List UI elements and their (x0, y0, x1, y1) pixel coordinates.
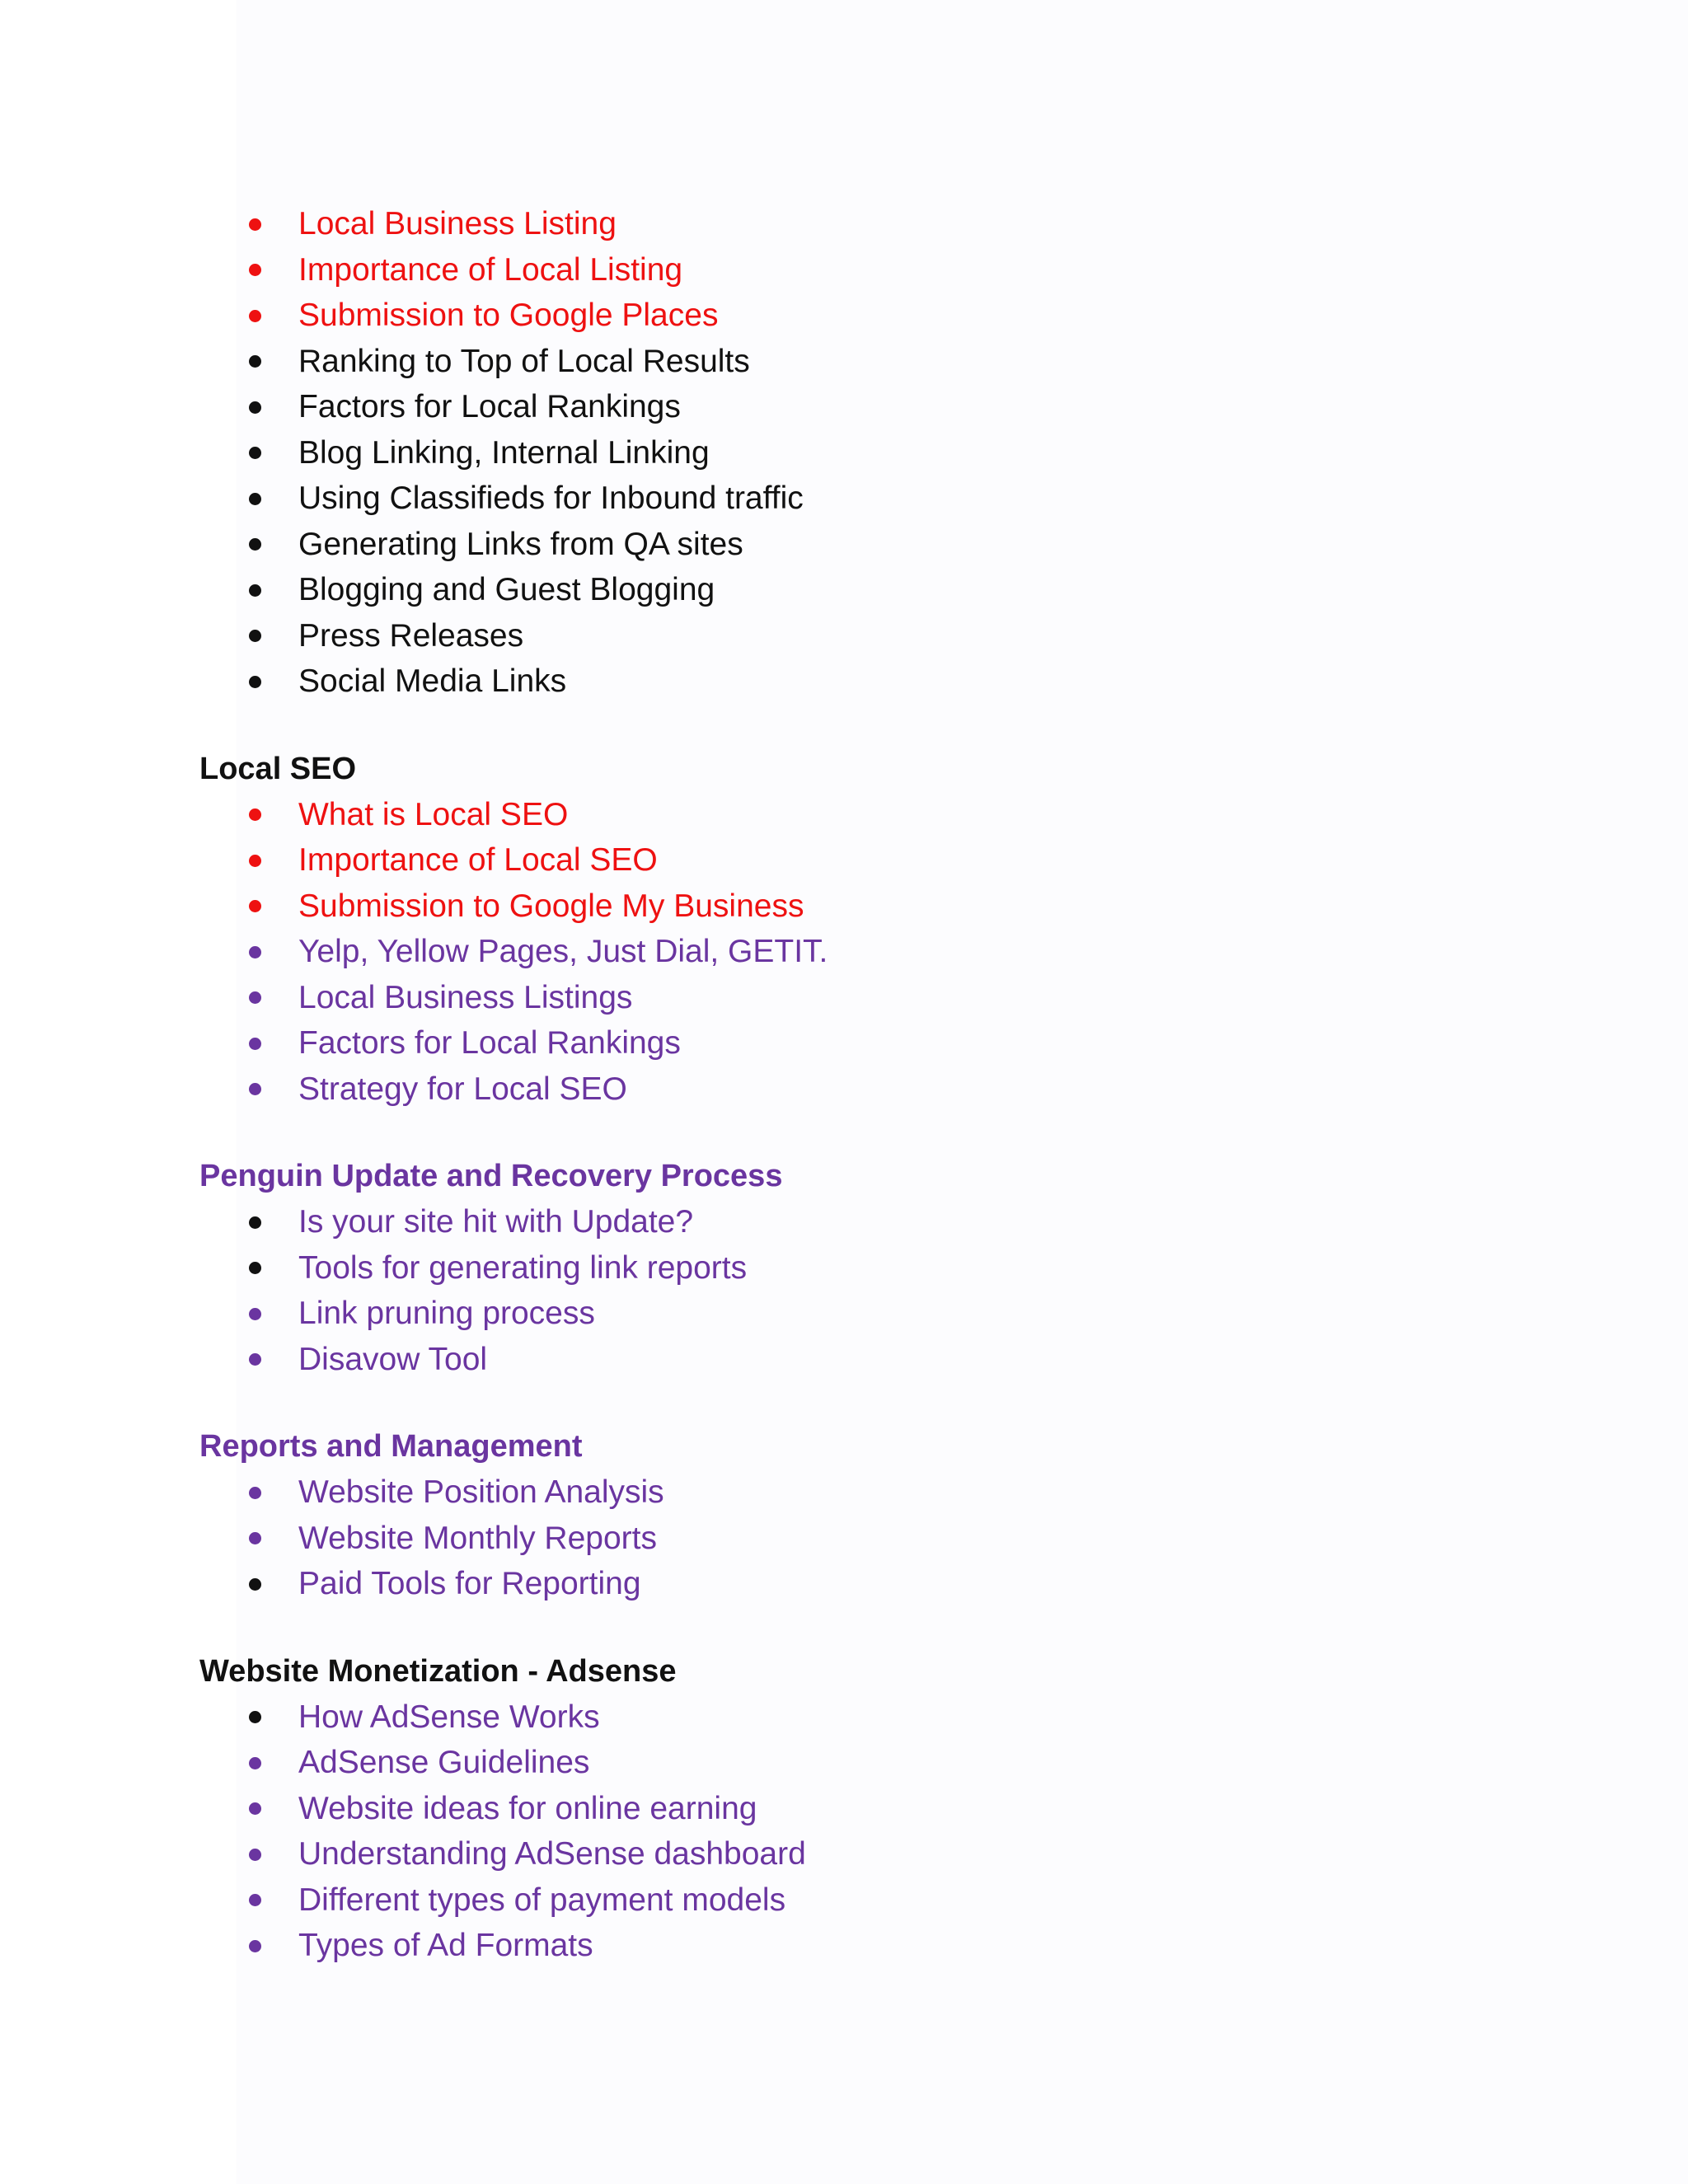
section-spacer (199, 705, 1436, 746)
bullet-icon (249, 1487, 261, 1499)
list-item (199, 293, 1436, 339)
list-item-text: Factors for Local Rankings (298, 389, 681, 424)
list-item-text: Local Business Listing (298, 206, 617, 241)
section-heading-website-monetization: Website Monetization - Adsense (199, 1653, 677, 1689)
list-item (199, 975, 1436, 1021)
list-item-text: Disavow Tool (298, 1341, 488, 1377)
list-item-text: Blog Linking, Internal Linking (298, 434, 710, 471)
list-item-text: Link pruning process (298, 1296, 595, 1331)
list-item (199, 1561, 1436, 1607)
section-heading-reports-management: Reports and Management (199, 1429, 583, 1464)
list-item-text: Importance of Local SEO (298, 842, 658, 878)
bullet-icon (249, 493, 261, 505)
list-item (199, 792, 1436, 838)
bullet-icon (249, 1578, 261, 1591)
bullet-icon (249, 1353, 261, 1366)
bullet-icon (249, 1308, 261, 1320)
list-item (199, 1245, 1436, 1291)
list-item-text: Tools for generating link reports (298, 1249, 748, 1286)
list-item-text: Social Media Links (298, 663, 567, 699)
bullet-icon (249, 1802, 261, 1815)
bullet-icon (249, 630, 261, 642)
list-item (199, 247, 1436, 293)
bullet-icon (249, 1038, 261, 1050)
list-item-text: Local Business Listings (298, 979, 633, 1015)
list-item (199, 339, 1436, 385)
list-item (199, 658, 1436, 705)
bullet-icon (249, 1711, 261, 1723)
bullet-icon (249, 310, 261, 322)
list-item-text: Factors for Local Rankings (298, 1025, 681, 1061)
list-item (199, 1740, 1436, 1786)
list-item-text: Submission to Google Places (298, 298, 719, 333)
section-list-website-monetization (199, 1694, 1436, 1969)
list-item (199, 1923, 1436, 1969)
bullet-icon (249, 1216, 261, 1229)
list-item-text: Strategy for Local SEO (298, 1071, 627, 1107)
bullet-icon (249, 1940, 261, 1952)
list-item (199, 201, 1436, 247)
list-item-text: Website Monthly Reports (298, 1520, 657, 1556)
list-item-text: Yelp, Yellow Pages, Just Dial, GETIT. (298, 934, 828, 969)
bullet-icon (249, 264, 261, 276)
list-item (199, 883, 1436, 930)
list-item (199, 476, 1436, 522)
list-item-text: Blogging and Guest Blogging (298, 572, 715, 607)
list-item-text: Website Position Analysis (298, 1474, 664, 1510)
list-item-text: AdSense Guidelines (298, 1745, 590, 1780)
list-item (199, 1291, 1436, 1337)
list-item (199, 430, 1436, 476)
list-item-text: Using Classifieds for Inbound traffic (298, 480, 804, 516)
bullet-icon (249, 401, 261, 414)
section-heading-penguin-update: Penguin Update and Recovery Process (199, 1159, 783, 1193)
section-list-penguin-update (199, 1199, 1436, 1382)
bullet-icon (249, 991, 261, 1004)
list-item-text: Press Releases (298, 617, 524, 654)
list-item-text: Different types of payment models (298, 1882, 786, 1918)
list-item-text: Importance of Local Listing (298, 251, 683, 288)
section-spacer (199, 1607, 1436, 1648)
list-item-text: Ranking to Top of Local Results (298, 343, 750, 379)
list-item-text: Understanding AdSense dashboard (298, 1836, 806, 1872)
list-item-text: Is your site hit with Update? (298, 1204, 694, 1240)
section-heading-local-seo: Local SEO (199, 751, 357, 786)
bullet-icon (249, 1849, 261, 1861)
list-item (199, 567, 1436, 613)
list-item (199, 1020, 1436, 1066)
list-item-text: What is Local SEO (298, 796, 569, 832)
section-spacer (199, 1382, 1436, 1423)
bullet-icon (249, 676, 261, 688)
bullet-icon (249, 538, 261, 551)
list-item-text: Website ideas for online earning (298, 1790, 757, 1826)
list-item (199, 1831, 1436, 1877)
bullet-icon (249, 946, 261, 958)
section-list-local-seo (199, 792, 1436, 1113)
bullet-icon (249, 900, 261, 912)
list-item-text: How AdSense Works (298, 1699, 600, 1735)
section-list-reports-management (199, 1469, 1436, 1607)
section-spacer (199, 1112, 1436, 1153)
list-item (199, 929, 1436, 975)
bullet-icon (249, 218, 261, 231)
bullet-icon (249, 584, 261, 597)
list-item (199, 384, 1436, 430)
bullet-icon (249, 808, 261, 821)
list-item (199, 1469, 1436, 1516)
list-item-text: Generating Links from QA sites (298, 526, 743, 562)
list-item (199, 613, 1436, 659)
list-item (199, 1694, 1436, 1741)
list-item (199, 522, 1436, 568)
list-item (199, 1337, 1436, 1383)
section-list-link-building (199, 201, 1436, 705)
bullet-icon (249, 1532, 261, 1544)
list-item (199, 1199, 1436, 1245)
list-item (199, 1786, 1436, 1832)
bullet-icon (249, 855, 261, 867)
bullet-icon (249, 447, 261, 459)
bullet-icon (249, 1083, 261, 1095)
bullet-icon (249, 1757, 261, 1769)
list-item-text: Types of Ad Formats (298, 1928, 593, 1963)
document-content (199, 201, 1436, 1969)
list-item (199, 1516, 1436, 1562)
bullet-icon (249, 1262, 261, 1274)
list-item-text: Submission to Google My Business (298, 888, 804, 924)
list-item (199, 1066, 1436, 1113)
bullet-icon (249, 355, 261, 368)
list-item (199, 1877, 1436, 1924)
list-item (199, 837, 1436, 883)
bullet-icon (249, 1894, 261, 1906)
list-item-text: Paid Tools for Reporting (298, 1566, 641, 1601)
